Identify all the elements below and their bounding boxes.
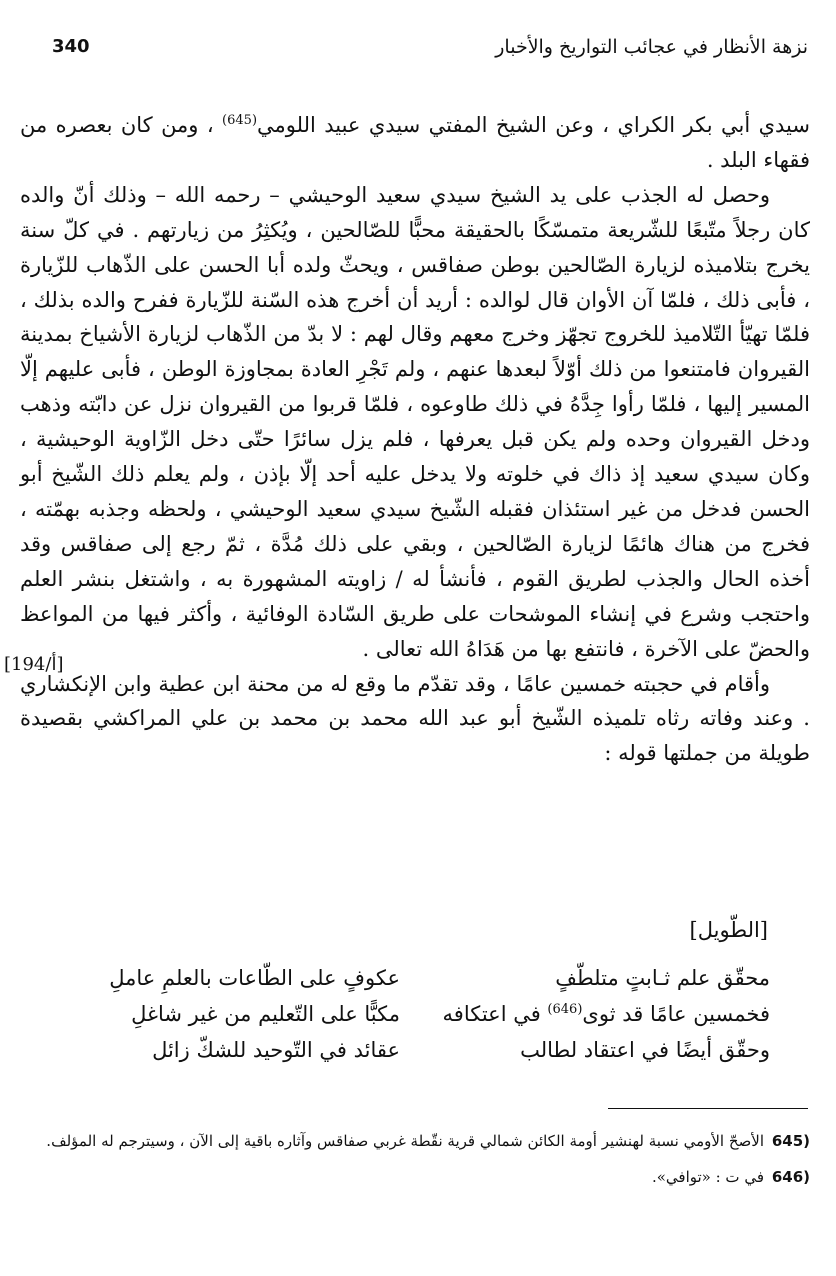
footnote-number: 645) — [771, 1132, 810, 1150]
page-number: 340 — [52, 36, 90, 57]
poem-line — [70, 996, 770, 1032]
poem-hemistich-first: محقّق علم ثـابتٍ متلطّفٍ — [555, 966, 770, 990]
poem — [70, 960, 770, 1068]
poem-hemistich-second: عقائد في التّوحيد للشكّ زائل — [152, 1038, 400, 1062]
poem-hemistich-second: مكبًّا على التّعليم من غير شاغلِ — [131, 1002, 400, 1026]
poem-hemistich-second: عكوفٍ على الطّاعات بالعلمِ عاملِ — [109, 966, 400, 990]
poem-line — [70, 960, 770, 996]
footnote — [20, 1164, 810, 1190]
footnote-number: 646) — [771, 1168, 810, 1186]
paragraph-3: وأقام في حجبته خمسين عامًا ، وقد تقدّم ما وقع له من محنة ابن عطية وابن الإنكشاري . وعند وفاته رثاه تلميذه الشّيخ أبو عبد الله محمد بن محمد بن علي المراكشي بقصيدة طويلة من جملتها قوله : — [20, 671, 810, 766]
footnote-text: الأصحّ الأومي نسبة لهنشير أومة الكائن شمالي قرية نقّطة غربي صفاقس وآثاره باقية إلى الآن ، وسيترجم له المؤلف. — [46, 1132, 764, 1150]
poem-hemistich-first — [440, 996, 770, 1032]
poem-meter: [الطّويل] — [689, 918, 768, 942]
main-text — [20, 108, 810, 771]
page-header — [52, 36, 808, 66]
footnotes — [20, 1128, 810, 1200]
paragraph-2: وحصل له الجذب على يد الشيخ سيدي سعيد الوحيشي – رحمه الله – وذلك أنّ والده كان رجلاً متّبعًا للشّريعة متمسّكًا بالحقيقة محبًّا للصّالحين ، ويُكثِرُ من زيارتهم . في كلّ سنة يخرج بتلاميذه لزيارة الصّالحين بوطن صفاقس ، ويحثّ ولده أبا الحسن على الذّهاب للزّيارة ، فأبى ذلك ، فلمّا آن الأوان قال لوالده : أريد أن أخرج هذه السّنة للزّيارة ففرح والده بذلك ، فلمّا تهيّأ التّلاميذ للخروج تجهّز وخرج معهم وقال لهم : لا بدّ من الذّهاب لزيارة الأشياخ بمدينة القيروان فامتنعوا من ذلك أوّلاً لبعدها عنهم ، ولم تَجْرِ العادة بمجاوزة الوطن ، فأبى عليهم إلّا المسير إليها ، فلمّا رأوا جِدَّهُ في ذلك طاوعوه ، فلمّا قربوا من القيروان نزل عن دابّته وذهب ودخل القيروان وحده ولم يكن قبل يعرفها ، فلم يزل سائرًا حتّى دخل الزّاوية الوحيشية ، وكان سيدي سعيد إذ ذاك في خلوته ولا يدخل عليه أحد إلّا بإذن ، ولم يعلم ذلك الشّيخ أبو الحسن فدخل من غير استئذان فقبله الشّيخ سيدي سعيد الوحيشي ، ولحظه وجذبه بهمّته ، فخرج من هناك هائمًا لزيارة الصّالحين ، وبقي على ذلك مُدَّة ، ثمّ رجع إلى صفاقس وقد أخذه الحال والجذب لطريق القوم ، فأنشأ له / زاويته المشهورة به ، واشتغل بنشر العلم واحتجب وشرع في إنشاء الموشحات على طريق السّادة الوفائية ، وأكثر فيها من المواعظ والحضّ على الآخرة ، فانتفع بها من هَدَاهُ الله تعالى . — [20, 182, 810, 661]
running-title: نزهة الأنظار في عجائب التواريخ والأخبار — [495, 36, 808, 58]
paragraph-1 — [20, 108, 810, 178]
paragraph-1-text-b: ، ومن كان بعصره من فقهاء البلد . — [20, 113, 810, 172]
footnote-divider — [608, 1108, 808, 1109]
poem-line — [70, 1032, 770, 1068]
poem-hemistich-first: وحقّق أيضًا في اعتقاد لطالب — [520, 1038, 770, 1062]
footnote-ref-645: (645) — [222, 113, 258, 128]
poem-text: في اعتكافه — [442, 1002, 548, 1026]
margin-folio-note: [194/أ] — [4, 654, 64, 675]
footnote-ref-646: (646) — [547, 1002, 583, 1017]
paragraph-1-text-a: سيدي أبي بكر الكراي ، وعن الشيخ المفتي سيدي عبيد اللومي — [257, 113, 810, 137]
poem-text: فخمسين عامًا قد ثوى — [582, 1002, 770, 1026]
footnote — [20, 1128, 810, 1154]
footnote-text: في ت : «توافي». — [651, 1168, 764, 1186]
